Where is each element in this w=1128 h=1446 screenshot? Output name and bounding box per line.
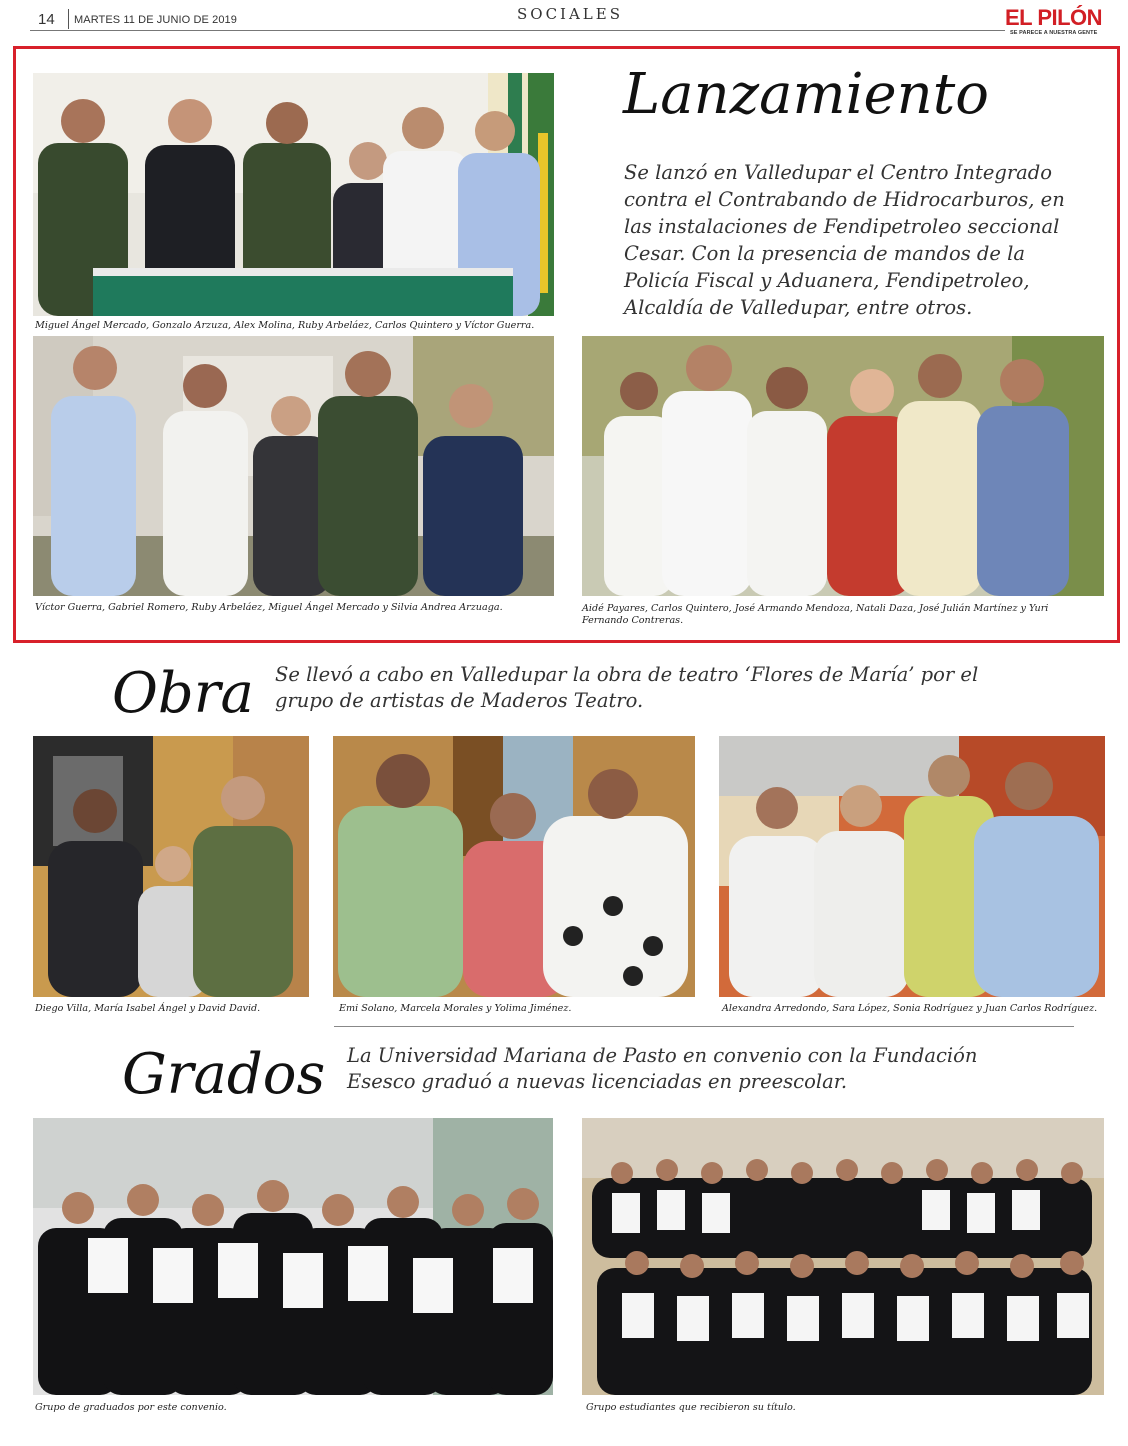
lede-line: Policía Fiscal y Aduanera, Fendipetroleo, [624,269,1030,292]
lede-line: Se llevó a cabo en Valledupar la obra de teatro ‘Flores de María’ por el [275,663,979,686]
caption-obra-1: Diego Villa, María Isabel Ángel y David David. [35,1003,261,1014]
section-name: SOCIALES [517,5,623,23]
photo-lanzamiento-outdoor-group[interactable] [33,336,554,596]
lede-grados [347,1043,1067,1095]
photo-obra-1[interactable] [33,736,309,997]
title-grados: Grados [122,1042,326,1107]
lede-line: grupo de artistas de Maderos Teatro. [275,689,644,712]
lede-line: Esesco graduó a nuevas licenciadas en preescolar. [347,1070,848,1093]
caption-obra-2: Emi Solano, Marcela Morales y Yolima Jiménez. [339,1003,572,1014]
lede-line: contra el Contrabando de Hidrocarburos, en [624,188,1065,211]
lede-obra [275,662,1075,714]
caption-grados-2: Grupo estudiantes que recibieron su título. [586,1402,796,1413]
lede-line: Alcaldía de Valledupar, entre otros. [624,296,973,319]
header-rule [30,30,1005,31]
caption-lanzamiento-2: Víctor Guerra, Gabriel Romero, Ruby Arbeláez, Miguel Ángel Mercado y Silvia Andrea Arzuaga. [35,602,503,613]
lede-lanzamiento [624,159,1114,321]
lede-line: las instalaciones de Fendipetroleo seccional [624,215,1060,238]
caption-obra-3: Alexandra Arredondo, Sara López, Sonia Rodríguez y Juan Carlos Rodríguez. [722,1003,1098,1014]
page-number: 14 [38,11,55,28]
caption-lanzamiento-3: Aidé Payares, Carlos Quintero, José Armando Mendoza, Natali Daza, José Julián Martínez y Yuri Fernando Contreras. [582,603,1049,626]
title-obra: Obra [112,661,254,726]
caption-lanzamiento-1: Miguel Ángel Mercado, Gonzalo Arzuza, Alex Molina, Ruby Arbeláez, Carlos Quintero y Víctor Guerra. [35,320,535,331]
lede-line: Se lanzó en Valledupar el Centro Integrado [624,161,1053,184]
photo-grados-2[interactable] [582,1118,1104,1395]
photo-grados-1[interactable] [33,1118,553,1395]
header-divider [68,9,69,29]
photo-obra-2[interactable] [333,736,695,997]
section-divider [334,1026,1074,1027]
photo-lanzamiento-garden-group[interactable] [582,336,1104,596]
lede-line: Cesar. Con la presencia de mandos de la [624,242,1025,265]
issue-date: MARTES 11 DE JUNIO DE 2019 [74,14,237,26]
photo-lanzamiento-table-group[interactable] [33,73,554,316]
photo-obra-3[interactable] [719,736,1105,997]
lede-line: La Universidad Mariana de Pasto en convenio con la Fundación [347,1044,978,1067]
newspaper-logo[interactable]: EL PILÓN SE PARECE A NUESTRA GENTE [1005,5,1103,36]
title-lanzamiento: Lanzamiento [623,62,989,127]
caption-grados-1: Grupo de graduados por este convenio. [35,1402,227,1413]
